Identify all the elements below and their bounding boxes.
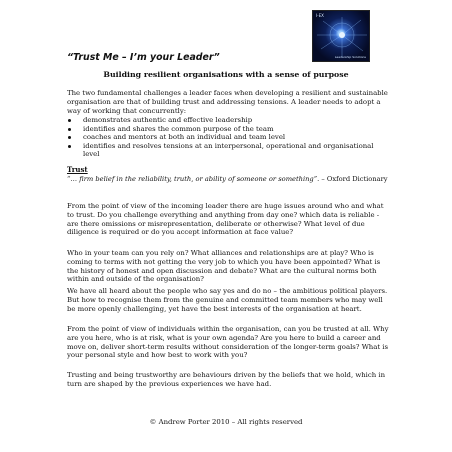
intro-paragraph: The two fundamental challenges a leader faces when developing a resilient and sustainable organisation are that of building trust and addressing tensions. A leader needs to adopt a way of working that concurrently: — [67, 89, 388, 115]
quote-source: – Oxford Dictionary — [319, 175, 388, 183]
list-item — [67, 116, 389, 125]
bullet-text: demonstrates authentic and effective leadership — [83, 116, 253, 124]
logo-tagline: Leadership Solutions — [334, 55, 366, 59]
body-paragraph: We have all heard about the people who say yes and do no – the ambitious political players. But how to recognise them from the genuine and committed team members who may well be more openly challenging, yet have the best interests of the organisation at heart. — [67, 287, 388, 313]
company-logo — [312, 10, 370, 62]
list-item — [67, 133, 389, 142]
document-subtitle: Building resilient organisations with a sense of purpose — [103, 70, 349, 79]
bullet-list — [67, 116, 389, 159]
body-paragraph: From the point of view of individuals within the organisation, can you be trusted at all. Why are you here, who is at risk, what is your own agenda? Are you here to build a career and move on, deliver short-term results without consideration of the longer-term goals? What is your personal style and how best to work with you? — [67, 325, 389, 360]
bullet-text: coaches and mentors at both an individual and team level — [83, 133, 286, 142]
list-item — [67, 125, 389, 134]
bullet-text: identifies and shares the common purpose of the team — [83, 124, 274, 133]
bullet-icon — [68, 128, 71, 131]
bullet-icon — [68, 136, 71, 139]
document-title: “Trust Me – I’m your Leader” — [67, 52, 220, 63]
dictionary-quote — [67, 175, 389, 184]
bullet-icon — [68, 145, 71, 148]
logo-brand-text: I-EX — [316, 13, 324, 18]
body-paragraph: Trusting and being trustworthy are behaviours driven by the beliefs that we hold, which in turn are shaped by the previous experiences we have had. — [67, 371, 386, 388]
body-paragraph: Who in your team can you rely on? What alliances and relationships are at play? Who is coming to terms with not getting the very job to which you have been appointed? What is the history of honest and open discussion and debate? What are the cultural norms both within and outside of the organisation? — [67, 249, 381, 284]
list-item — [67, 142, 389, 159]
bullet-icon — [68, 119, 71, 122]
section-heading-trust: Trust — [67, 165, 88, 174]
body-paragraph: From the point of view of the incoming leader there are huge issues around who and what to trust. Do you challenge everything and anything from day one? which data is reliable - are there omissions or misrepresentation, deliberate or otherwise? What level of due diligence is required or do you accept information at face value? — [67, 202, 384, 237]
quote-text: “… firm belief in the reliability, truth, or ability of someone or something”. — [67, 175, 320, 183]
bullet-text: identifies and resolves tensions at an interpersonal, operational and organisational level — [83, 141, 374, 159]
copyright-footer: © Andrew Porter 2010 – All rights reserved — [149, 418, 303, 426]
